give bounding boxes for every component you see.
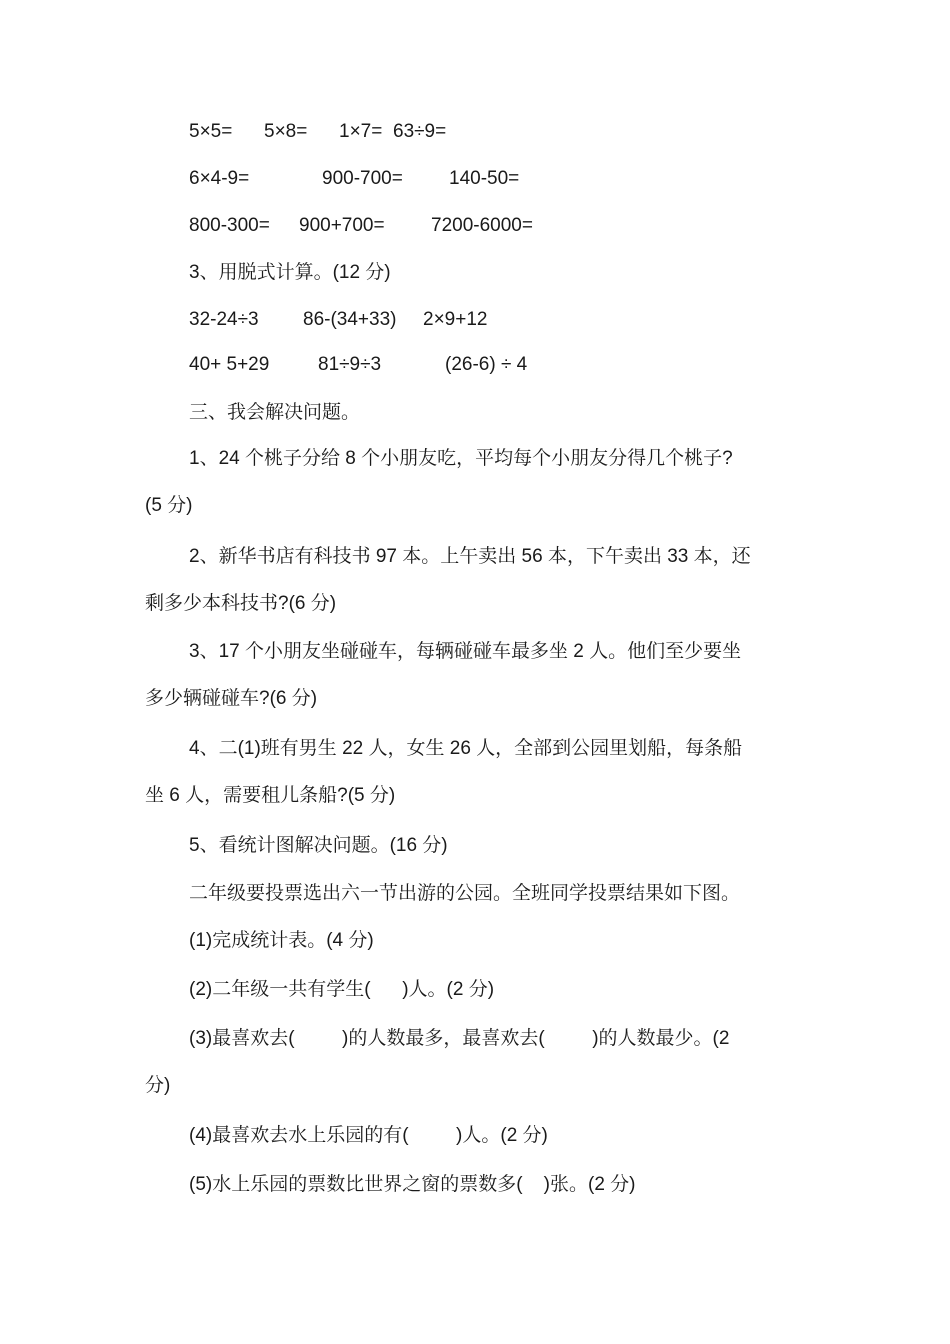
sub-question: (4)最喜欢去水上乐园的有( )人。(2 分)	[189, 1125, 548, 1146]
calc-item: 6×4-9=	[189, 168, 250, 189]
calc-item: 900-700=	[322, 168, 403, 189]
calc-item: 1×7=	[339, 121, 383, 142]
sub-question: (1)完成统计表。(4 分)	[189, 930, 374, 951]
stepwise-item: 81÷9÷3	[318, 354, 382, 375]
problem-heading: 5、看统计图解决问题。(16 分)	[189, 835, 448, 856]
problem-text: 多少辆碰碰车?(6 分)	[145, 688, 318, 709]
sub-question: (3)最喜欢去( )的人数最多，最喜欢去( )的人数最少。(2	[189, 1028, 730, 1049]
calc-item: 140-50=	[449, 168, 520, 189]
calc-item: 5×8=	[264, 121, 308, 142]
problem-text: 4、二(1)班有男生 22 人，女生 26 人，全部到公园里划船，每条船	[189, 738, 743, 759]
problem-text: (5 分)	[145, 495, 193, 516]
calc-item: 5×5=	[189, 121, 233, 142]
sub-question: (5)水上乐园的票数比世界之窗的票数多( )张。(2 分)	[189, 1174, 636, 1195]
part-heading: 三、我会解决问题。	[189, 402, 361, 423]
calc-item: 7200-6000=	[431, 215, 533, 236]
stepwise-item: 86-(34+33)	[303, 309, 397, 330]
sub-question: 分)	[145, 1075, 171, 1096]
problem-text: 坐 6 人，需要租儿条船?(5 分)	[145, 785, 396, 806]
stepwise-item: (26-6) ÷ 4	[445, 354, 528, 375]
problem-intro: 二年级要投票选出六一节出游的公园。全班同学投票结果如下图。	[189, 883, 741, 904]
problem-text: 1、24 个桃子分给 8 个小朋友吃，平均每个小朋友分得几个桃子?	[189, 448, 733, 469]
problem-text: 2、新华书店有科技书 97 本。上午卖出 56 本，下午卖出 33 本，还	[189, 546, 751, 567]
problem-text: 3、17 个小朋友坐碰碰车，每辆碰碰车最多坐 2 人。他们至少要坐	[189, 641, 742, 662]
calc-item: 63÷9=	[393, 121, 447, 142]
calc-item: 800-300=	[189, 215, 270, 236]
sub-question: (2)二年级一共有学生( )人。(2 分)	[189, 979, 495, 1000]
problem-text: 剩多少本科技书?(6 分)	[145, 593, 337, 614]
stepwise-item: 32-24÷3	[189, 309, 259, 330]
stepwise-item: 2×9+12	[423, 309, 488, 330]
calc-item: 900+700=	[299, 215, 385, 236]
section-heading-stepwise: 3、用脱式计算。(12 分)	[189, 262, 391, 283]
stepwise-item: 40+ 5+29	[189, 354, 270, 375]
